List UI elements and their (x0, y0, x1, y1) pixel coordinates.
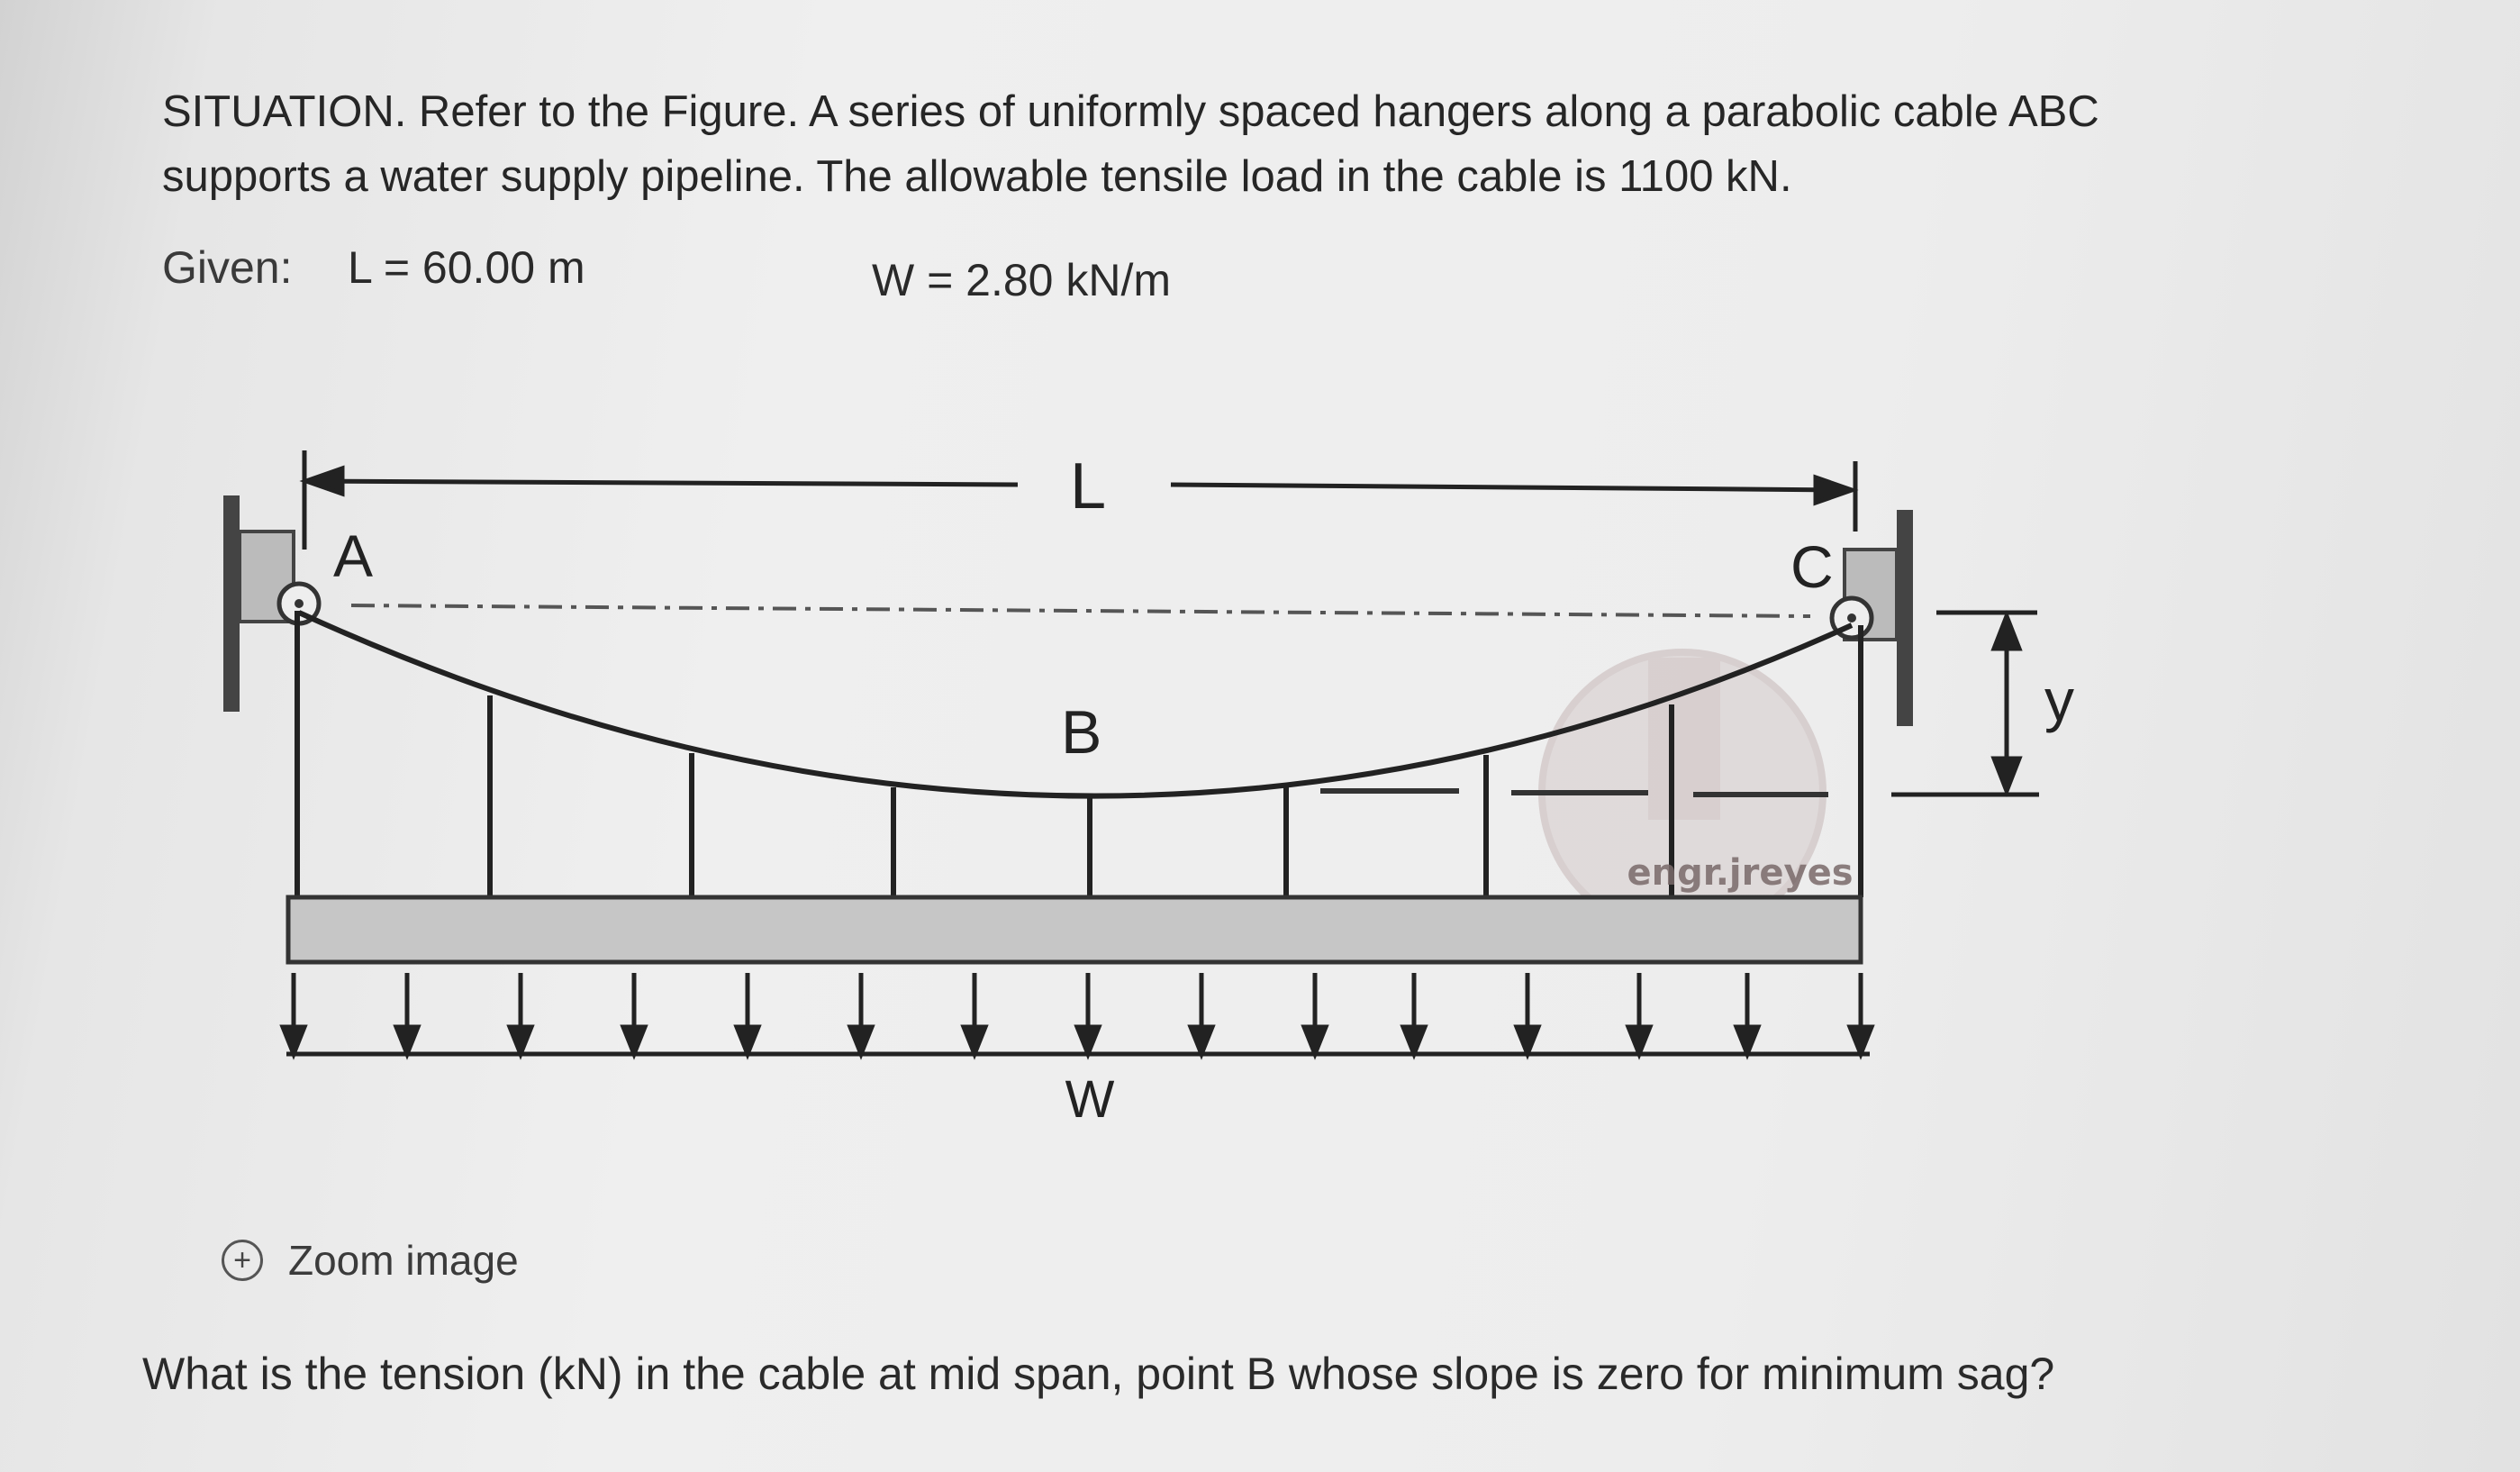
zoom-label: Zoom image (288, 1237, 519, 1284)
point-c-label: C (1790, 533, 1834, 600)
point-b-label: B (1061, 698, 1102, 767)
problem-statement: SITUATION. Refer to the Figure. A series of uniformly spaced hangers along a parabolic cable ABC supports a water supply pipeline. The allowable tensile load in the cable is 1100 kN. (162, 87, 2099, 201)
zoom-plus-icon: + (222, 1240, 263, 1281)
watermark-text: engr.jreyes (1627, 852, 1854, 894)
sag-label: y (2044, 667, 2074, 733)
given-label: Given: (162, 242, 293, 293)
cable-figure (207, 432, 2080, 1135)
point-a-label: A (333, 522, 374, 589)
given-load: W = 2.80 kN/m (872, 255, 1172, 305)
right-support (1832, 510, 1913, 726)
zoom-image-link[interactable] (222, 1236, 519, 1285)
sag-dimension (1891, 613, 2039, 795)
load-label: W (1065, 1070, 1115, 1129)
span-label: L (1069, 450, 1107, 522)
chord-line (351, 605, 1810, 616)
load-arrows (283, 973, 1872, 1054)
question-text: What is the tension (kN) in the cable at mid span, point B whose slope is zero for minimum sag? (142, 1349, 2055, 1399)
pipeline (288, 897, 1861, 962)
given-span-length: L = 60.00 m (348, 242, 585, 293)
